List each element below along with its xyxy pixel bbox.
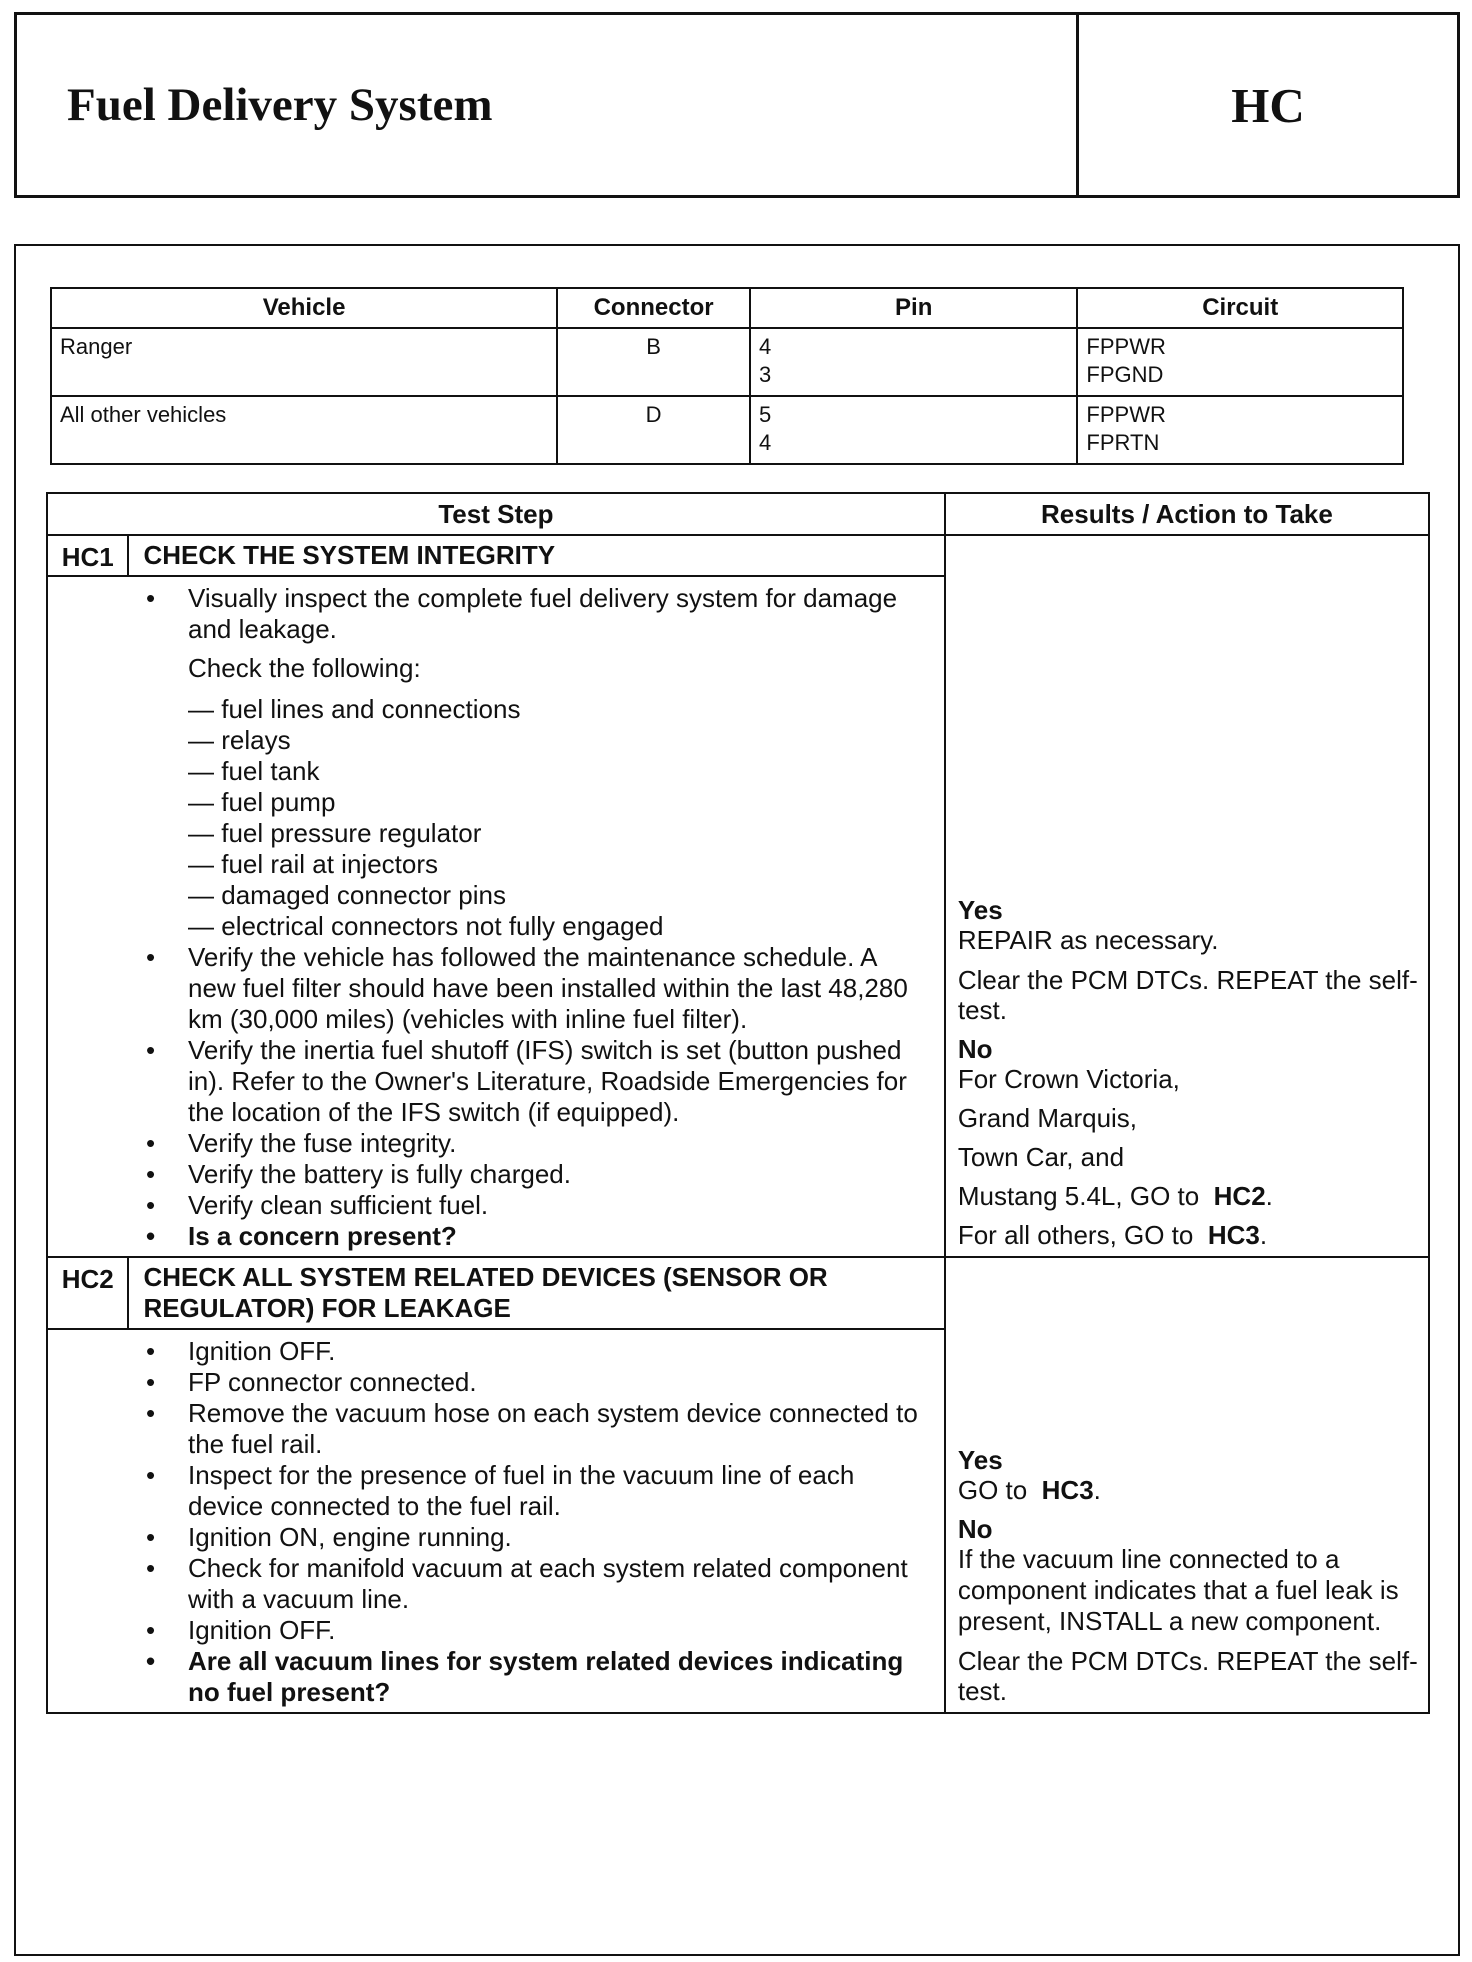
step-header-hc2: [47, 1257, 1429, 1329]
col-connector: Connector: [557, 288, 750, 328]
result-no-mustang: Mustang 5.4L, GO to HC2.: [957, 1181, 1273, 1211]
step-title: CHECK ALL SYSTEM RELATED DEVICES (SENSOR OR REGULATOR) FOR LEAKAGE: [128, 1257, 944, 1329]
list-item: • Check for manifold vacuum at each system related component with a vacuum line.: [144, 1553, 928, 1615]
col-pin: Pin: [750, 288, 1077, 328]
step-id: HC2: [47, 1257, 128, 1329]
list-item: — fuel rail at injectors: [188, 849, 928, 880]
result-no-action: If the vacuum line connected to a component indicates that a fuel leak is present, INSTALL a new component.: [957, 1544, 1399, 1636]
step-results-hc2: [945, 1257, 1429, 1713]
circuit-cell: [1077, 328, 1403, 396]
goto-step-link[interactable]: HC3: [1207, 1220, 1260, 1250]
list-item: • Inspect for the presence of fuel in the vacuum line of each device connected to the fuel rail.: [144, 1460, 928, 1522]
circuit-value: FPRTN: [1086, 430, 1160, 455]
instruction-list: [144, 583, 928, 645]
list-item: • Verify the vehicle has followed the maintenance schedule. A new fuel filter should have been installed within the last 48,280 km (30,000 miles) (vehicles with inline fuel filter).: [144, 942, 928, 1035]
pin-value: 4: [759, 430, 772, 455]
goto-step-link[interactable]: HC3: [1041, 1475, 1094, 1505]
result-no-line: For Crown Victoria,: [957, 1064, 1180, 1094]
connector-cell: B: [557, 328, 750, 396]
step-id: HC1: [47, 535, 128, 576]
result-no-label: No: [957, 1514, 993, 1544]
result-yes-clear: Clear the PCM DTCs. REPEAT the self-test.: [957, 965, 1418, 1025]
vehicle-cell: Ranger: [51, 328, 557, 396]
list-item: — relays: [188, 725, 928, 756]
pin-cell: [750, 328, 1077, 396]
page-header: [14, 12, 1460, 198]
list-item: — fuel lines and connections: [188, 694, 928, 725]
col-results: Results / Action to Take: [945, 493, 1429, 535]
col-circuit: Circuit: [1077, 288, 1403, 328]
result-yes-label: Yes: [957, 895, 1003, 925]
checklist: [144, 694, 928, 942]
result-yes-action: GO to HC3.: [957, 1475, 1101, 1505]
result-yes-label: Yes: [957, 1445, 1003, 1475]
connector-table: [50, 287, 1404, 465]
circuit-cell: [1077, 396, 1403, 464]
pin-value: 5: [759, 402, 772, 427]
result-yes-action: REPAIR as necessary.: [957, 925, 1219, 955]
pin-cell: [750, 396, 1077, 464]
test-step-table-header: [47, 493, 1429, 535]
instruction-list: [144, 1336, 928, 1708]
circuit-value: FPPWR: [1086, 402, 1166, 427]
list-item: • Ignition ON, engine running.: [144, 1522, 928, 1553]
list-item: — fuel tank: [188, 756, 928, 787]
col-vehicle: Vehicle: [51, 288, 557, 328]
result-text: For all others, GO to: [957, 1220, 1194, 1250]
vehicle-cell: All other vehicles: [51, 396, 557, 464]
test-step-table: [46, 492, 1430, 1714]
instruction-list: [144, 942, 928, 1252]
step-results-hc1: [945, 535, 1429, 1257]
list-item: • Verify clean sufficient fuel.: [144, 1190, 928, 1221]
step-header-hc1: [47, 535, 1429, 576]
section-code: HC: [1231, 77, 1305, 133]
page-title: Fuel Delivery System: [17, 15, 1079, 195]
pin-value: 4: [759, 334, 772, 359]
step-question: • Are all vacuum lines for system related devices indicating no fuel present?: [144, 1646, 928, 1708]
result-no-line: Grand Marquis,: [957, 1103, 1138, 1133]
list-item: • Ignition OFF.: [144, 1336, 928, 1367]
result-no-others: For all others, GO to HC3.: [957, 1220, 1268, 1250]
connector-cell: D: [557, 396, 750, 464]
list-item: • Verify the inertia fuel shutoff (IFS) switch is set (button pushed in). Refer to the Owner's Literature, Roadside Emergencies for the location of the IFS switch (if equipped).: [144, 1035, 928, 1128]
list-item: • FP connector connected.: [144, 1367, 928, 1398]
step-instructions: [47, 576, 945, 1257]
result-no-label: No: [957, 1034, 993, 1064]
col-test-step: Test Step: [47, 493, 945, 535]
result-no-clear: Clear the PCM DTCs. REPEAT the self-test.: [957, 1646, 1418, 1706]
list-item: — damaged connector pins: [188, 880, 928, 911]
list-item: • Visually inspect the complete fuel delivery system for damage and leakage.: [144, 583, 928, 645]
pin-value: 3: [759, 362, 772, 387]
result-no-line: Town Car, and: [957, 1142, 1125, 1172]
connector-table-header: [51, 288, 1403, 328]
list-item: • Verify the battery is fully charged.: [144, 1159, 928, 1190]
table-row: [51, 396, 1403, 464]
step-title: CHECK THE SYSTEM INTEGRITY: [128, 535, 944, 576]
list-item: — electrical connectors not fully engaged: [188, 911, 928, 942]
circuit-value: FPGND: [1086, 362, 1164, 387]
list-item: • Verify the fuse integrity.: [144, 1128, 928, 1159]
circuit-value: FPPWR: [1086, 334, 1166, 359]
list-item: — fuel pump: [188, 787, 928, 818]
step-question: • Is a concern present?: [144, 1221, 928, 1252]
step-instructions: [47, 1329, 945, 1713]
list-item: • Remove the vacuum hose on each system device connected to the fuel rail.: [144, 1398, 928, 1460]
list-item: • Ignition OFF.: [144, 1615, 928, 1646]
list-item: — fuel pressure regulator: [188, 818, 928, 849]
goto-step-link[interactable]: HC2: [1213, 1181, 1266, 1211]
result-text: Mustang 5.4L, GO to: [957, 1181, 1200, 1211]
table-row: [51, 328, 1403, 396]
result-text: GO to: [957, 1475, 1028, 1505]
check-following-label: Check the following:: [188, 653, 421, 683]
